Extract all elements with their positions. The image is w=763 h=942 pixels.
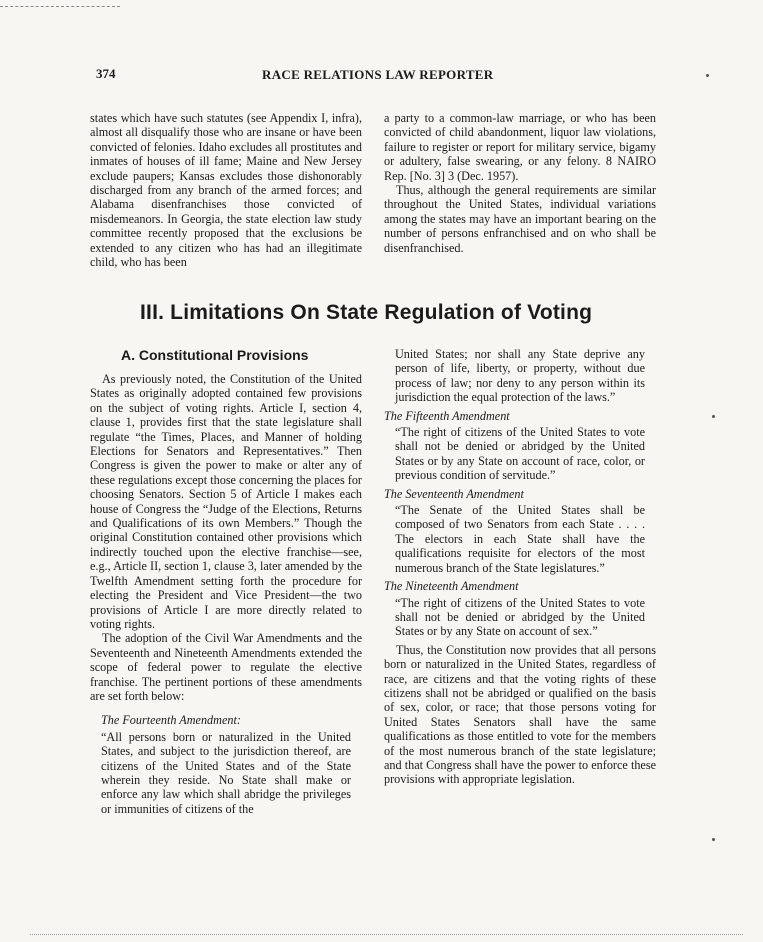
amendment-heading-nineteenth: The Nineteenth Amendment	[384, 579, 519, 594]
amendment-quote-fourteenth-continued: United States; nor shall any State deprive any person of life, liberty, or property, without due process of law; nor deny to any person within its jurisdiction the equal protection of the laws.”	[395, 347, 645, 405]
top-right-column	[384, 111, 656, 255]
scan-speck	[706, 74, 709, 77]
paragraph: states which have such statutes (see Appendix I, infra), almost all disqualify those who are insane or have been convicted of felonies. Idaho excludes all prostitutes and inmates of houses of ill fame; Maine and New Jersey exclude paupers; Kansas excludes those dishonorably discharged from any branch of the armed forces; and Alabama disenfranchises those convicted of misdemeanors. In Georgia, the state election law study committee recently proposed that the exclusions be extended to any citizen who has had an illegitimate child, who has been	[90, 111, 362, 270]
paragraph-conclusion: Thus, the Constitution now provides that all persons born or naturalized in the United States, regardless of race, are citizens and that the voting rights of these citizens shall not be abridged or qualified on the basis of sex, color, or race; that those persons voting for United States Senators shall have the same qualifications as those entitled to vote for the members of the most numerous branch of the state legislature; and that Congress shall have the power to enforce these provisions with appropriate legislation.	[384, 642, 656, 787]
top-left-column	[90, 111, 362, 269]
page-number: 374	[96, 66, 116, 81]
amendment-heading-seventeenth: The Seventeenth Amendment	[384, 486, 524, 501]
bottom-left-column	[90, 372, 362, 816]
subsection-title: A. Constitutional Provisions	[121, 347, 309, 363]
amendment-quote-seventeenth: “The Senate of the United States shall be composed of two Senators from each State . . . . The electors in each State shall have the qualifications requisite for electors of the most numerous branch of the State legislatures.”	[395, 503, 645, 575]
scan-edge-dashes-top	[0, 6, 120, 7]
paragraph: a party to a common-law marriage, or who has been convicted of child abandonment, liquor law violations, failure to register or report for military service, bigamy or adultery, false swearing, or any felony. 8 NAIRO Rep. [No. 3] 3 (Dec. 1957).	[384, 111, 656, 183]
amendment-heading-fifteenth: The Fifteenth Amendment	[384, 408, 510, 423]
amendment-heading-fourteenth: The Fourteenth Amendment:	[101, 713, 241, 728]
section-title: III. Limitations On State Regulation of Voting	[140, 301, 593, 324]
scan-speck	[712, 838, 715, 841]
paragraph: Thus, although the general requirements are similar throughout the United States, individual variations among the states may have an important bearing on the number of persons enfranchised and on who shall be disenfranchised.	[384, 183, 656, 255]
running-head: RACE RELATIONS LAW REPORTER	[262, 67, 494, 82]
paragraph: The adoption of the Civil War Amendments and the Seventeenth and Nineteenth Amendments extended the scope of federal power to regulate the elective franchise. The pertinent portions of these amendments are set forth below:	[90, 631, 362, 703]
amendment-quote-fifteenth: “The right of citizens of the United States to vote shall not be denied or abridged by the United States or by any State on account of race, color, or previous condition of servitude.”	[395, 425, 645, 483]
scan-edge-dashes-bottom	[30, 934, 743, 935]
amendment-quote-nineteenth: “The right of citizens of the United States to vote shall not be denied or abridged by the United States or by any State on account of sex.”	[395, 595, 645, 639]
bottom-right-column	[384, 347, 656, 787]
paragraph: As previously noted, the Constitution of the United States as originally adopted contained few provisions on the subject of voting rights. Article I, section 4, clause 1, provides first that the state legislature shall regulate “the Times, Places, and Manner of holding Elections for Senators and Representatives.” Then Congress is given the power to make or alter any of these regulations except those concerning the places for choosing Senators. Section 5 of Article I makes each house of Congress the “Judge of the Elections, Returns and Qualifications of its own Members.” Though the original Constitution contained other provisions which indirectly touched upon the elective franchise—see, e.g., Article II, section 1, clause 3, later amended by the Twelfth Amendment setting forth the procedure for electing the President and Vice President—the two provisions of Article I are more directly related to voting rights.	[90, 372, 362, 631]
amendment-quote-fourteenth: “All persons born or naturalized in the United States, and subject to the jurisdiction thereof, are citizens of the United States and of the State wherein they reside. No State shall make or enforce any law which shall abridge the privileges or immunities of citizens of the	[101, 729, 351, 816]
scan-speck	[712, 415, 715, 418]
